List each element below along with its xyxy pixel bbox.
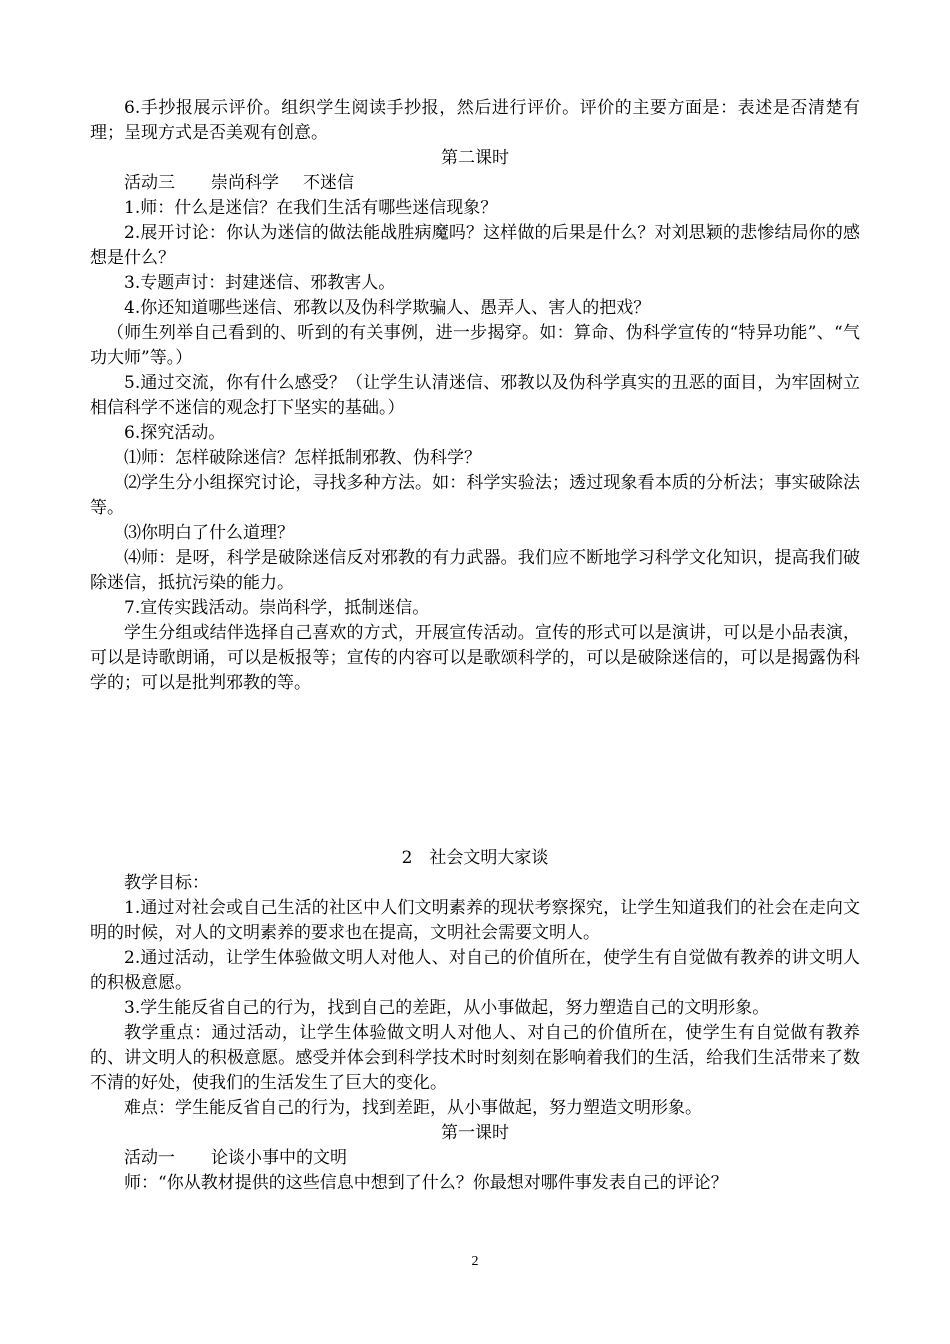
lesson-1-heading: 第一课时 (441, 1123, 509, 1143)
list-item: 6.探究活动。 (124, 423, 226, 443)
list-item: 4.你还知道哪些迷信、邪教以及伪科学欺骗人、愚弄人、害人的把戏？ (124, 298, 651, 318)
list-item: 7.宣传实践活动。崇尚科学，抵制迷信。 (124, 598, 430, 618)
list-item: ⑷师：是呀，科学是破除迷信反对邪教的有力武器。我们应不断地学习科学文化知识，提高我们破除迷信，抵抗污染的能力。 (90, 548, 860, 593)
list-item: 5.通过交流，你有什么感受？（让学生认清迷信、邪教以及伪科学真实的丑恶的面目，为牢固树立相信科学不迷信的观念打下坚实的基础。） (90, 373, 860, 418)
activity-1-topic: 论谈小事中的文明 (211, 1148, 347, 1168)
activity-3-heading (90, 171, 860, 196)
page-number: 2 (471, 1254, 479, 1269)
teacher-line: 师：“你从教材提供的这些信息中想到了什么？你最想对哪件事发表自己的评论？ (124, 1173, 728, 1193)
list-item: ⑴师：怎样破除迷信？怎样抵制邪教、伪科学？ (124, 448, 481, 468)
activity-3-topic-part2: 不迷信 (303, 173, 354, 193)
objective-item: 1.通过对社会或自己生活的社区中人们文明素养的现状考察探究，让学生知道我们的社会在走向文明的时候，对人的文明素养的要求也在提高，文明社会需要文明人。 (90, 898, 860, 943)
activity-3-label: 活动三 (124, 173, 175, 193)
blank-spacer (90, 696, 860, 846)
paragraph-handwritten-newspaper-evaluation: 6.手抄报展示评价。组织学生阅读手抄报，然后进行评价。评价的主要方面是：表述是否清楚有理；呈现方式是否美观有创意。 (90, 98, 860, 143)
objective-item: 3.学生能反省自己的行为，找到自己的差距，从小事做起，努力塑造自己的文明形象。 (124, 998, 770, 1018)
list-item: 学生分组或结伴选择自己喜欢的方式，开展宣传活动。宣传的形式可以是演讲，可以是小品表演，可以是诗歌朗诵，可以是板报等；宣传的内容可以是歌颂科学的，可以是破除迷信的，可以是揭露伪科学的；可以是批判邪教的等。 (90, 623, 860, 693)
objectives-label: 教学目标： (124, 873, 209, 893)
list-item: 3.专题声讨：封建迷信、邪教害人。 (124, 273, 396, 293)
activity-3-topic-part1: 崇尚科学 (211, 173, 279, 193)
difficulty-paragraph: 难点：学生能反省自己的行为，找到差距，从小事做起，努力塑造文明形象。 (124, 1098, 702, 1118)
objective-item: 2.通过活动，让学生体验做文明人对他人、对自己的价值所在，使学生有自觉做有教养的讲文明人的积极意愿。 (90, 948, 860, 993)
list-item: 1.师：什么是迷信？在我们生活有哪些迷信现象？ (124, 198, 498, 218)
section-2-title: 2 社会文明大家谈 (401, 848, 549, 868)
list-item: ⑶你明白了什么道理？ (124, 523, 294, 543)
activity-1-label: 活动一 (124, 1148, 175, 1168)
lesson-2-heading: 第二课时 (441, 148, 509, 168)
document-page (90, 96, 860, 1196)
list-item: （师生列举自己看到的、听到的有关事例，进一步揭穿。如：算命、伪科学宣传的“特异功能”、“气功大师”等。） (90, 323, 860, 368)
key-points-paragraph: 教学重点：通过活动，让学生体验做文明人对他人、对自己的价值所在，使学生有自觉做有教养的、讲文明人的积极意愿。感受并体会到科学技术时时刻刻在影响着我们的生活，给我们生活带来了数不清的好处，使我们的生活发生了巨大的变化。 (90, 1023, 860, 1093)
list-item: ⑵学生分小组探究讨论，寻找多种方法。如：科学实验法；透过现象看本质的分析法；事实破除法等。 (90, 473, 860, 518)
activity-1-heading (90, 1146, 860, 1171)
list-item: 2.展开讨论：你认为迷信的做法能战胜病魔吗？这样做的后果是什么？对刘思颖的悲惨结局你的感想是什么？ (90, 223, 860, 268)
